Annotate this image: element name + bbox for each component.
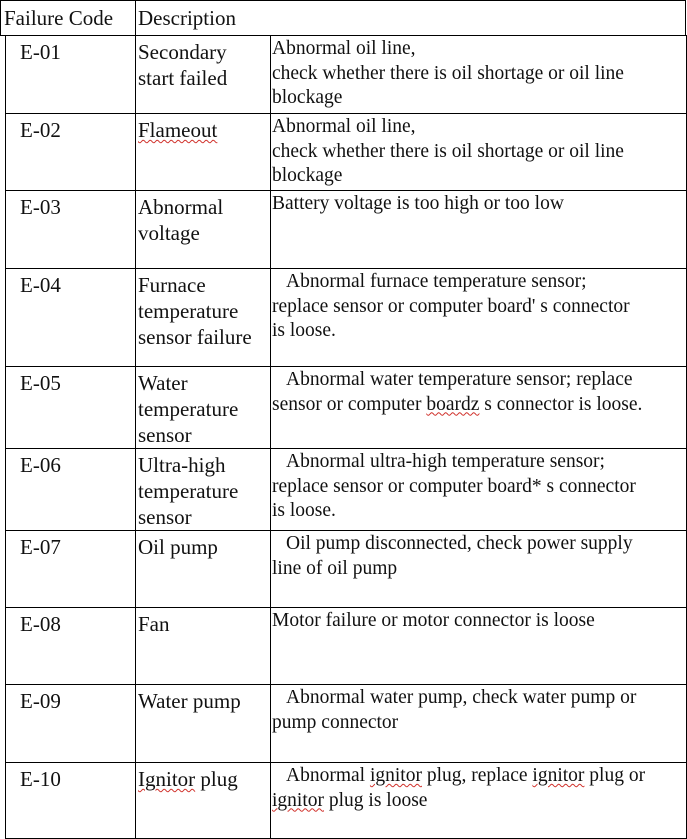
failure-name-cell [136, 608, 271, 685]
description-cell [271, 269, 687, 367]
failure-name-line: temperature [138, 299, 239, 323]
failure-code: E-01 [20, 40, 61, 64]
description-line: replace sensor or computer board' s connector [272, 295, 630, 317]
failure-name-line: Flameout [138, 118, 218, 142]
description-fragment: sensor or computer [272, 393, 427, 415]
failure-name-line [138, 766, 270, 792]
table-row [6, 449, 687, 531]
failure-code: E-10 [20, 767, 61, 791]
table-row [6, 531, 687, 608]
description-cell [271, 367, 687, 449]
failure-name-cell [136, 763, 271, 839]
description-fragment: s connector is loose. [479, 393, 643, 415]
table-header-row [0, 0, 686, 36]
description-line: is loose. [272, 320, 336, 341]
failure-code-cell [6, 367, 136, 449]
description-line: is loose. [272, 500, 336, 521]
description-cell [271, 36, 687, 114]
failure-code-cell [6, 608, 136, 685]
failure-code: E-03 [20, 195, 61, 219]
failure-code: E-04 [20, 273, 61, 297]
description-line: Battery voltage is too high or too low [272, 193, 564, 214]
table-row [6, 608, 687, 685]
description-line [272, 789, 686, 814]
failure-name-line: Fan [138, 612, 170, 636]
failure-name-line: sensor [138, 505, 192, 529]
description-line: Abnormal oil line, [272, 116, 416, 137]
description-line [272, 393, 686, 418]
description-line: pump connector [272, 711, 399, 733]
failure-name-cell [136, 114, 271, 191]
failure-name-line: Water pump [138, 689, 241, 713]
header-description: Description [138, 6, 236, 30]
table-row [6, 685, 687, 763]
failure-name-line: Abnormal [138, 195, 224, 219]
description-line: check whether there is oil shortage or oil line [272, 140, 624, 162]
failure-name-cell [136, 449, 271, 531]
failure-name-line: Secondary [138, 40, 227, 64]
description-line: Abnormal oil line, [272, 38, 416, 59]
failure-name-line: Oil pump [138, 535, 218, 559]
failure-code: E-06 [20, 453, 61, 477]
description-fragment: boardz [426, 393, 480, 415]
failure-code-cell [6, 685, 136, 763]
table-row [6, 269, 687, 367]
description-line: replace sensor or computer board* s connector [272, 475, 636, 497]
description-line: Abnormal water temperature sensor; replace [286, 369, 633, 390]
description-line: Motor failure or motor connector is loose [272, 610, 595, 631]
failure-code-cell [6, 36, 136, 114]
description-fragment: Abnormal [286, 765, 370, 786]
description-fragment: ignitor [532, 765, 585, 786]
failure-name-line: Water [138, 371, 188, 395]
header-failure-code: Failure Code [4, 6, 114, 30]
description-line: Abnormal furnace temperature sensor; [286, 271, 587, 292]
failure-name-cell [136, 685, 271, 763]
failure-name-fragment: plug [195, 767, 238, 791]
failure-code-cell [6, 114, 136, 191]
description-line: check whether there is oil shortage or oil line [272, 62, 624, 84]
failure-name-cell [136, 367, 271, 449]
description-fragment: plug is loose [324, 789, 428, 811]
description-cell [271, 114, 687, 191]
failure-name-line: temperature [138, 397, 239, 421]
failure-code-cell [6, 191, 136, 269]
table-row [6, 191, 687, 269]
failure-code: E-09 [20, 689, 61, 713]
description-fragment: ignitor [272, 789, 324, 811]
table-row [6, 367, 687, 449]
failure-code-cell [6, 269, 136, 367]
description-cell [271, 191, 687, 269]
failure-name-cell [136, 36, 271, 114]
failure-name-cell [136, 531, 271, 608]
description-line: Abnormal water pump, check water pump or [286, 687, 637, 708]
failure-code: E-08 [20, 612, 61, 636]
header-column-divider [135, 1, 136, 36]
failure-name-line: Furnace [138, 273, 206, 297]
failure-name-line: sensor failure [138, 325, 252, 349]
failure-code-cell [6, 449, 136, 531]
failure-name-cell [136, 269, 271, 367]
table-row [6, 763, 687, 839]
failure-name-line: start failed [138, 66, 228, 90]
failure-name-line: Ultra-high [138, 453, 226, 477]
failure-code: E-05 [20, 371, 61, 395]
failure-code-cell [6, 763, 136, 839]
description-cell [271, 763, 687, 839]
description-cell [271, 685, 687, 763]
failure-code: E-02 [20, 118, 61, 142]
description-line: blockage [272, 165, 343, 186]
table-row [6, 114, 687, 191]
description-fragment: ignitor [369, 765, 422, 786]
failure-name-line: voltage [138, 221, 200, 245]
failure-name-line: temperature [138, 479, 239, 503]
table-row [6, 36, 687, 114]
description-line: Oil pump disconnected, check power supply [286, 533, 633, 554]
failure-code: E-07 [20, 535, 61, 559]
failure-name-line: sensor [138, 423, 192, 447]
description-cell [271, 449, 687, 531]
failure-code-cell [6, 531, 136, 608]
description-line: blockage [272, 87, 343, 108]
failure-code-table [5, 35, 687, 839]
description-cell [271, 531, 687, 608]
description-fragment: plug, replace [421, 765, 533, 786]
failure-name-cell [136, 191, 271, 269]
description-line [272, 764, 686, 789]
failure-name-fragment: Ignitor [138, 767, 196, 791]
description-cell [271, 608, 687, 685]
description-line: Abnormal ultra-high temperature sensor; [286, 451, 605, 472]
description-line: line of oil pump [272, 557, 398, 579]
description-fragment: plug or [584, 765, 646, 786]
